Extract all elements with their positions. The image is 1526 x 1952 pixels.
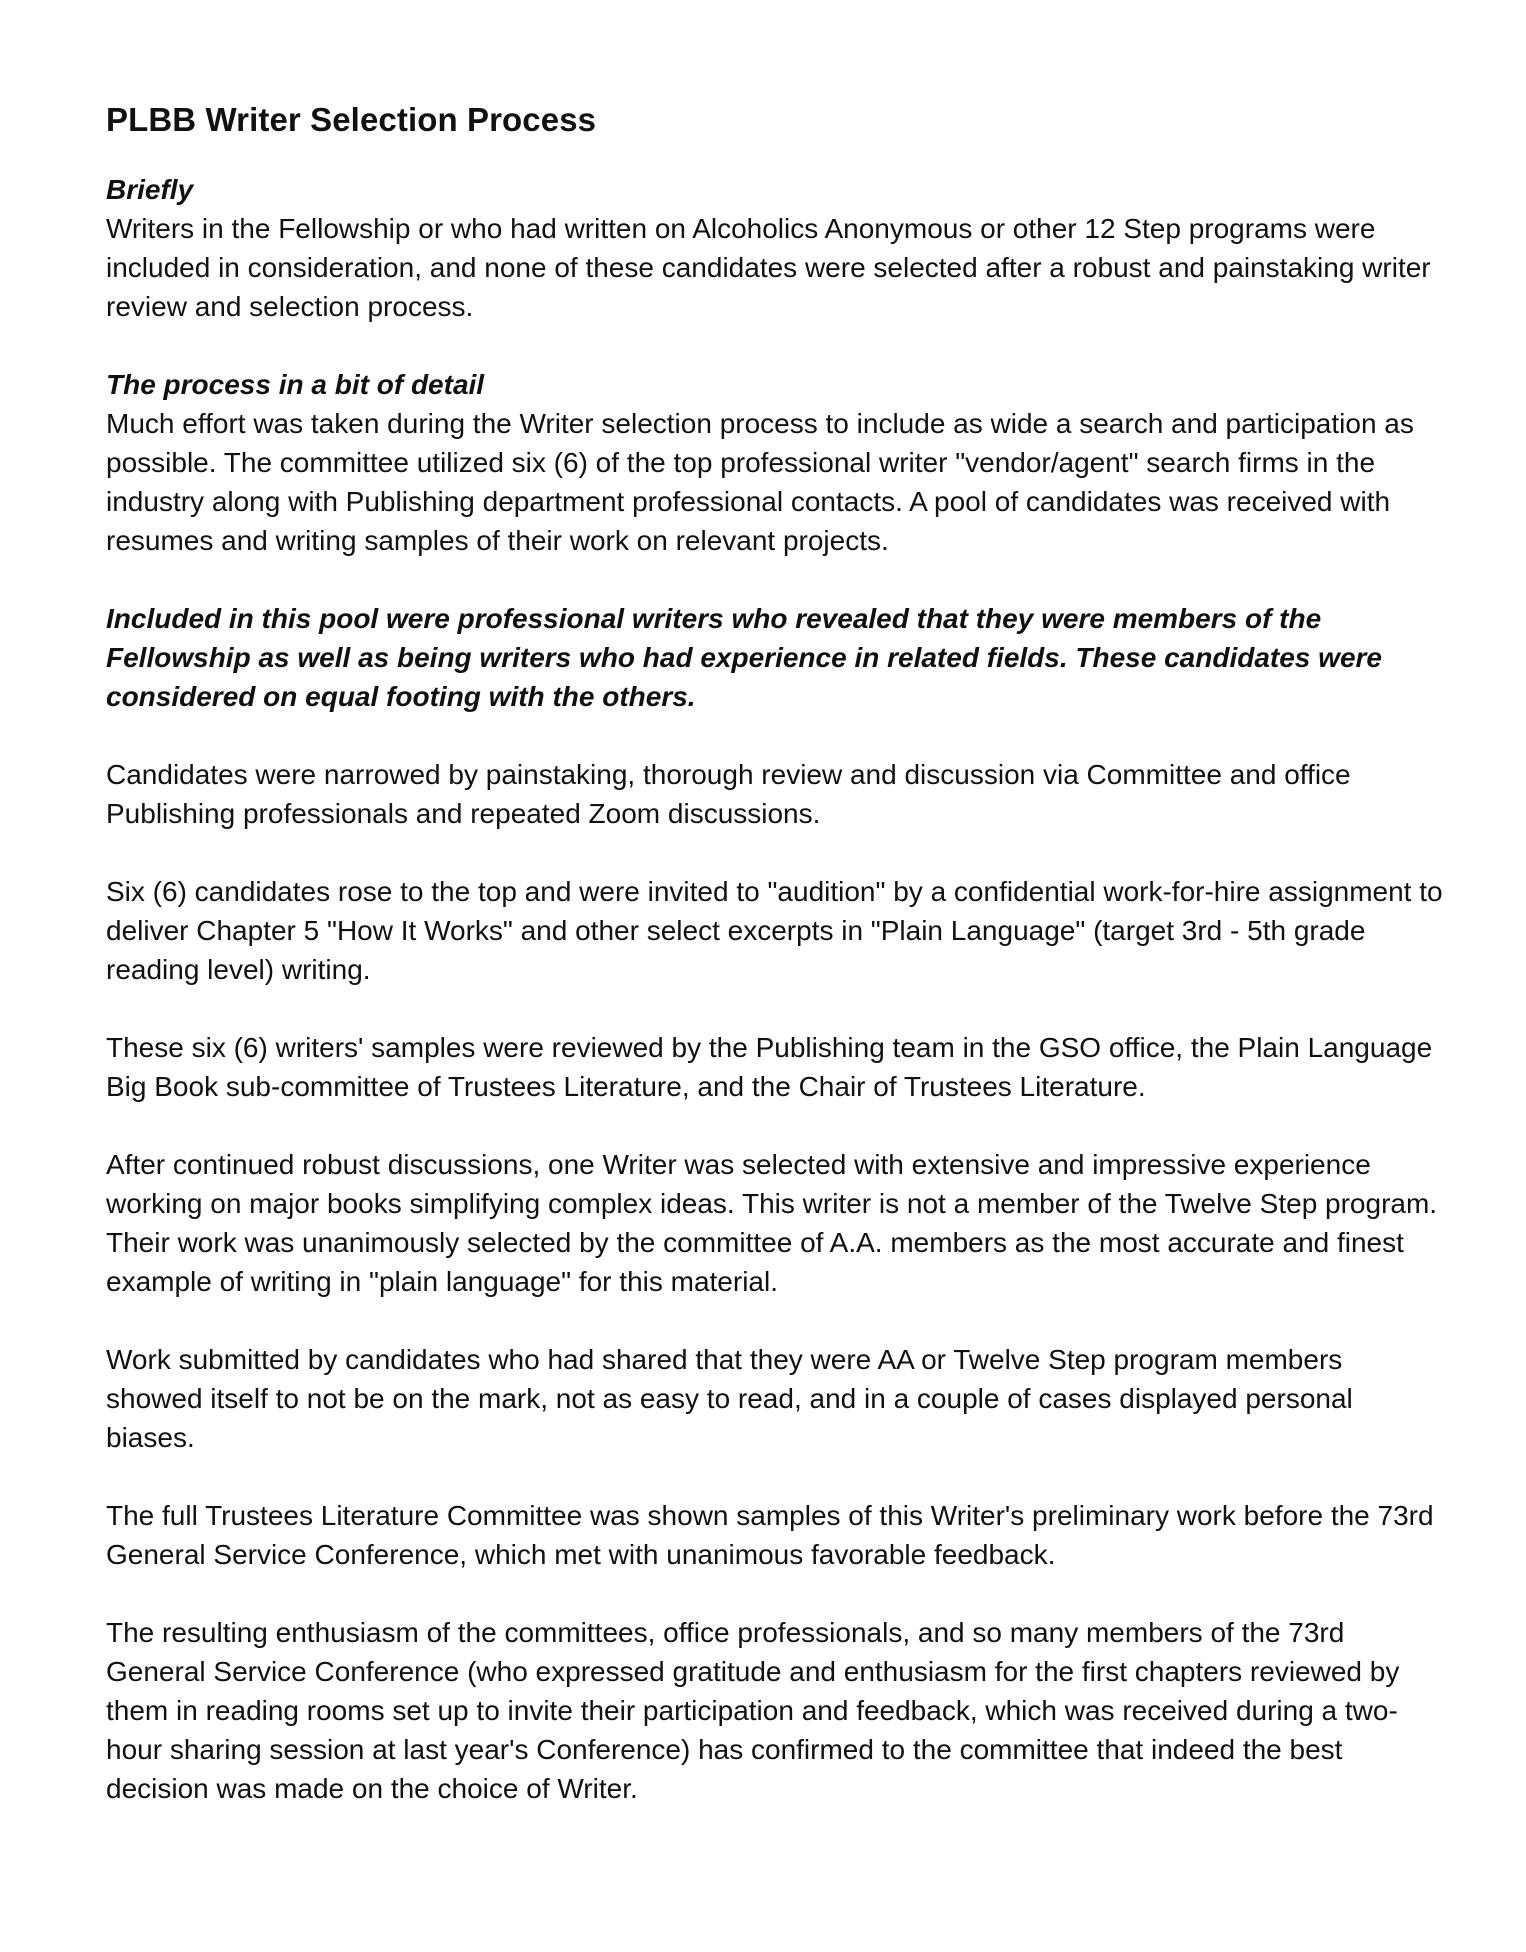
paragraph-search-process: Much effort was taken during the Writer selection process to include as wide a search and participation as possible. The committee utilized six (6) of the top professional writer "vendor/agent" search firms in the industry along with Publishing department professional contacts. A pool of candidates was received with resumes and writing samples of their work on relevant projects. — [106, 408, 1414, 556]
section-heading-detail: The process in a bit of detail — [106, 369, 485, 400]
paragraph-conference-feedback: The full Trustees Literature Committee was shown samples of this Writer's preliminary work before the 73rd General Service Conference, which met with unanimous favorable feedback. — [106, 1500, 1434, 1570]
paragraph-fellowship-candidates: Included in this pool were professional writers who revealed that they were members of the Fellowship as well as being writers who had experience in related fields. These candidates were considered on equal footing with the others. — [106, 603, 1382, 712]
section-heading-briefly: Briefly — [106, 174, 194, 205]
paragraph-audition: Six (6) candidates rose to the top and were invited to "audition" by a confidential work-for-hire assignment to deliver Chapter 5 "How It Works" and other select excerpts in "Plain Language" (target 3rd - 5th grade reading level) writing. — [106, 876, 1443, 985]
document-page — [106, 96, 1446, 1847]
paragraph-narrowing: Candidates were narrowed by painstaking, thorough review and discussion via Committee and office Publishing professionals and repeated Zoom discussions. — [106, 759, 1351, 829]
paragraph-member-submissions: Work submitted by candidates who had shared that they were AA or Twelve Step program members showed itself to not be on the mark, not as easy to read, and in a couple of cases displayed personal biases. — [106, 1344, 1353, 1453]
paragraph-selection: After continued robust discussions, one Writer was selected with extensive and impressive experience working on major books simplifying complex ideas. This writer is not a member of the Twelve Step program. Their work was unanimously selected by the committee of A.A. members as the most accurate and finest example of writing in "plain language" for this material. — [106, 1149, 1438, 1297]
page-title: PLBB Writer Selection Process — [106, 101, 597, 138]
paragraph-conclusion: The resulting enthusiasm of the committees, office professionals, and so many members of the 73rd General Service Conference (who expressed gratitude and enthusiasm for the first chapters reviewed by them in reading rooms set up to invite their participation and feedback, which was received during a two-hour sharing session at last year's Conference) has confirmed to the committee that indeed the best decision was made on the choice of Writer. — [106, 1617, 1400, 1804]
paragraph-review: These six (6) writers' samples were reviewed by the Publishing team in the GSO office, the Plain Language Big Book sub-committee of Trustees Literature, and the Chair of Trustees Literature. — [106, 1032, 1433, 1102]
briefly-paragraph: Writers in the Fellowship or who had written on Alcoholics Anonymous or other 12 Step programs were included in consideration, and none of these candidates were selected after a robust and painstaking writer review and selection process. — [106, 213, 1431, 322]
